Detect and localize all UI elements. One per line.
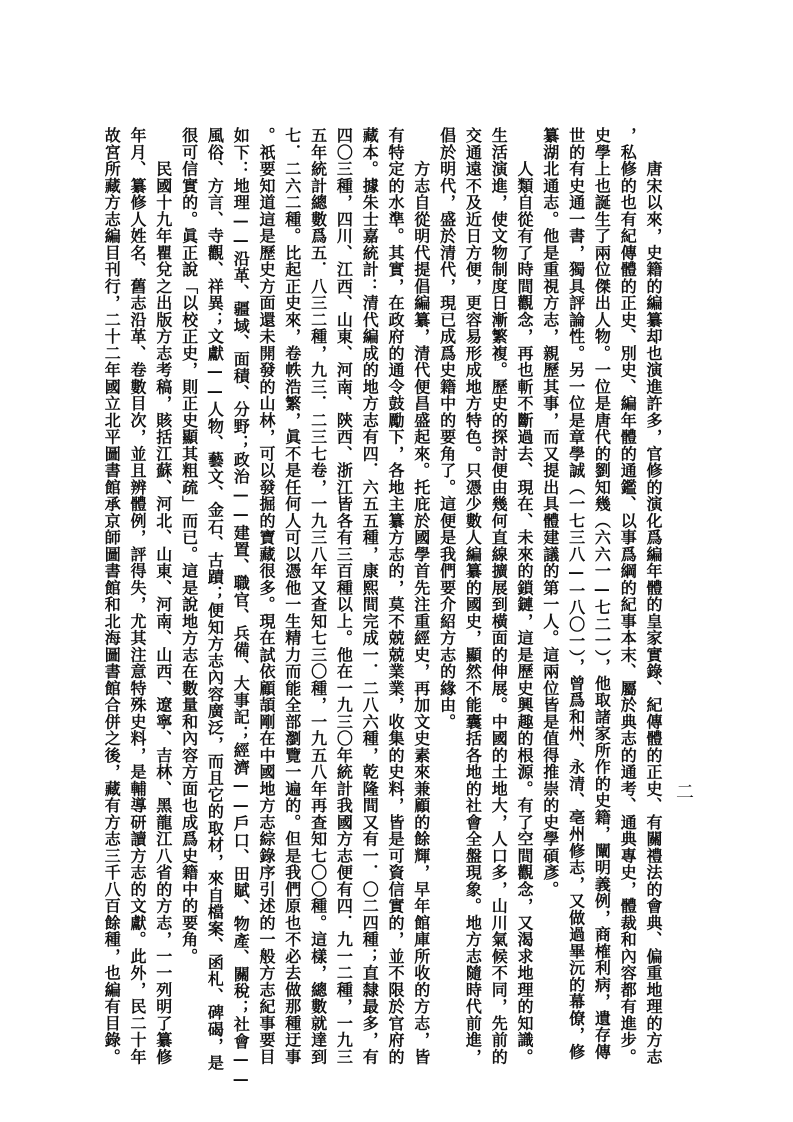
text-column: 年月、纂修人姓名、舊志沿革、卷數目次，並且辨體例，評得失，尤其注意特殊史料，是輔導研讀方志的文獻。此外，民二十年 [128,127,147,1065]
text-column: 世的有史通一書，獨具評論性。另一位是章學誠（一七三八—一八〇一），曾爲和州、永清、亳州修志，又做過畢沅的幕僚，修 [566,127,586,1060]
text-column: 藏本。據朱士嘉統計：清代編成的地方志有四．六五五種，康熙間完成一．二八六種，乾隆間又有一．〇二四種；直隸最多，有 [360,127,380,1065]
text-column: 生活演進，使文物制度日漸繁複。歷史的探討便由幾何直線擴展到橫面的伸展。中國的土地大，人口多，山川氣候不同，先前的 [489,127,509,1065]
text-column: 四〇三種，四川、江西、山東、河南、陝西、浙江皆各有三百種以上。他在一九三〇年統計我國方志便有四．九一二種，一九三 [334,127,354,1065]
text-column: ，私修的也有紀傳體的正史、別史、編年體的通鑑、以事爲綱的紀事本末、屬於典志的通考、通典專史，體裁和內容都有進步。 [618,127,638,1065]
text-column: 五年統計總數爲五．八三二種，九三．二三七卷，一九三八年又查知七三〇種，一九五八年再查知七〇〇種。這樣，總數就達到 [308,127,328,1065]
text-column: 有特定的水準。其實，在政府的通令鼓勵下，各地主纂方志的，莫不兢兢業業，收集的史料，皆是可資信實的，並不限於官府的 [386,127,405,1065]
text-column: 方志自從明代提倡編纂，清代便昌盛起來。托庇於國學首先注重經史，再加文史素來兼顧的餘輝，早年館庫所收的方志，皆 [411,127,431,1065]
text-column: 唐宋以來，史籍的編纂却也演進許多，官修的演化爲編年體的皇家實錄、紀傳體的正史、有關禮法的會典、偏重地理的方志 [644,127,663,1065]
text-column: 人類自從有了時間觀念，再也斬不斷過去、現在、未來的鎖鏈，這是歷史興趣的根源。有了空間觀念，又渴求地理的知識。 [515,127,534,1065]
text-column: 倡於明代，盛於清代，現已成爲史籍中的要角了。這便是我們要介紹方志的緣由。 [437,127,457,730]
text-column: 風俗、方言、寺觀、祥異；文獻——人物、藝文、金石、古蹟；便知方志內容廣泛，而且它的取材，來自檔案、函札、碑碣，是 [205,127,225,1071]
text-column: 很可信實的。眞正說「以校正史，則正史顯其粗疏」而已。這是說地方志在數量和內容方面也成爲史籍中的要角。 [179,127,199,965]
text-column: 交通遠不及近日方便，更容易形成地方特色。只憑少數人編纂的國史，顯然不能囊括各地的社會全盤現象。地方志隨時代前進， [463,127,483,1065]
text-column: 史學上也誕生了兩位傑出人物。一位是唐代的劉知幾（六六一—七二一），他取諸家所作的史籍，闡明義例，商榷利病，遺存傳 [592,127,612,1060]
text-column: 如下：地理——沿革、疆域、面積、分野；政治——建置、職官、兵備、大事記；經濟——戶口、田賦、物產、關稅；社會—— [231,127,251,1089]
text-column: 七．二六二種。比起正史來，卷帙浩繁，眞不是任何人可以憑他一生精力而能全部瀏覽一遍的。但是我們原也不必去做那種迂事 [282,127,302,1065]
text-column: 故宮所藏方志編目刊行，二十二年國立北平圖書館承京師圖書館和北海圖書館合併之後，藏有方志三千八百餘種，也編有目錄。 [102,127,122,1065]
text-column: 纂湖北通志。他是重視方志，親歷其事，而又提出具體建議的第一人。這兩位皆是值得推崇的史學碩彥。 [540,127,560,898]
page-number: 二 [673,782,694,800]
text-column: 民國十九年瞿兌之出版方志考稿，賅括江蘇、河北、山東、河南、山西、遼寧、吉林、黑龍江八省的方志，一一列明了纂修 [153,127,173,1065]
text-column: 。祇要知道這是歷史方面還未開發的山林，可以發掘的寶藏很多。現在試依顧頡剛在中國地方志綜錄序引述的一般方志紀事要目 [257,127,276,1065]
